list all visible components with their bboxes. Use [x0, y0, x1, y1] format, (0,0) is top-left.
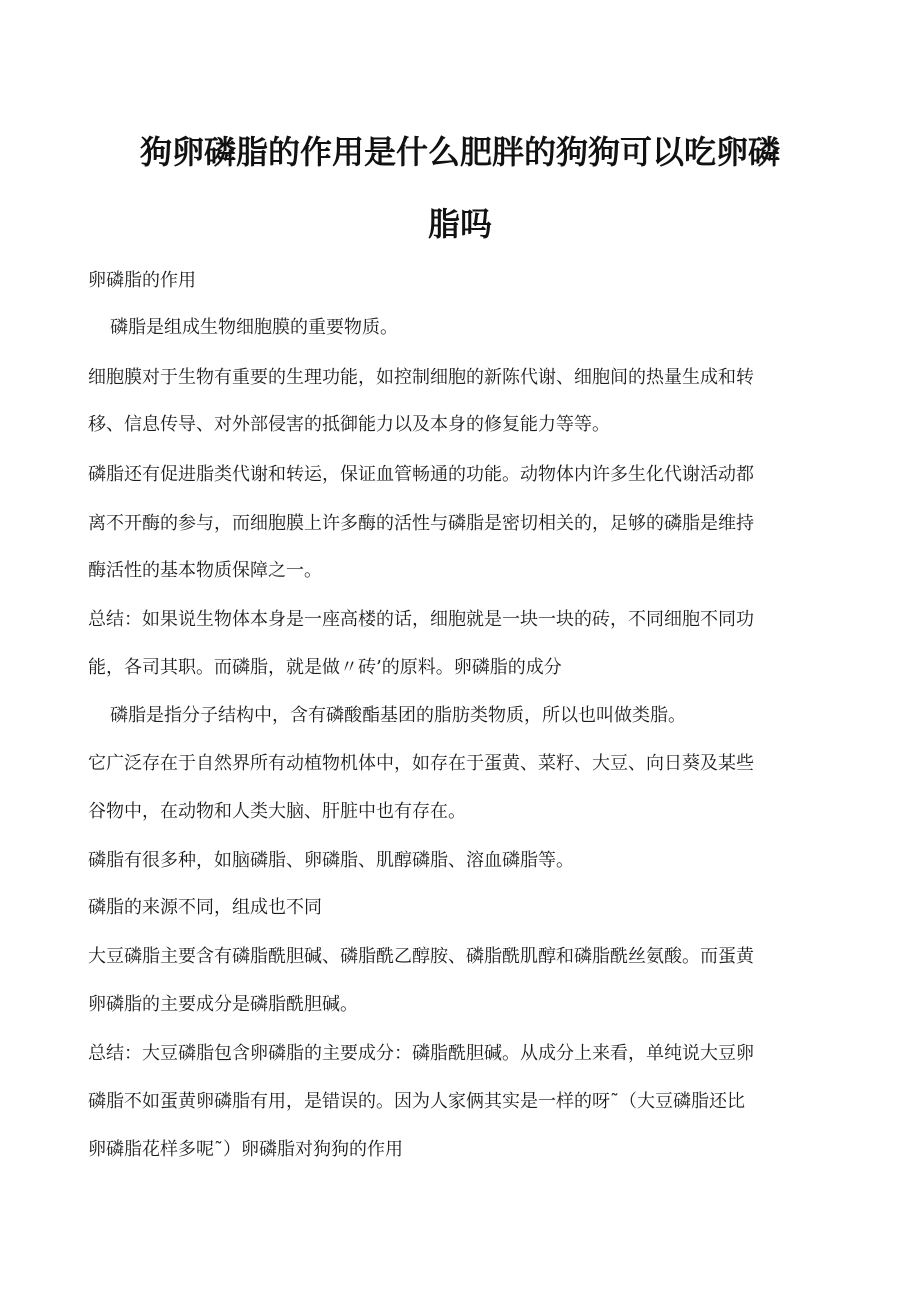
paragraph-line: 它广泛存在于自然界所有动植物机体中，如存在于蛋黄、菜籽、大豆、向日葵及某些: [88, 753, 754, 774]
paragraph-line: 磷脂是组成生物细胞膜的重要物质。: [110, 317, 398, 338]
paragraph-line: 磷脂的来源不同，组成也不同: [88, 897, 322, 918]
paragraph-line: 磷脂不如蛋黄卵磷脂有用，是错误的。因为人家俩其实是一样的呀˜（大豆磷脂还比: [88, 1091, 745, 1112]
paragraph-line: 卵磷脂的主要成分是磷脂酰胆碱。: [88, 994, 358, 1015]
paragraph-line: 酶活性的基本物质保障之一。: [88, 560, 322, 581]
paragraph-line: 总结：大豆磷脂包含卵磷脂的主要成分：磷脂酰胆碱。从成分上来看，单纯说大豆卵: [88, 1043, 754, 1064]
paragraph-line: 卵磷脂花样多呢˜）卵磷脂对狗狗的作用: [88, 1139, 403, 1160]
paragraph-line: 磷脂还有促进脂类代谢和转运，保证血管畅通的功能。动物体内许多生化代谢活动都: [88, 464, 754, 485]
paragraph-line: 离不开酶的参与，而细胞膜上许多酶的活性与磷脂是密切相关的，足够的磷脂是维持: [88, 513, 754, 534]
paragraph-line: 磷脂是指分子结构中，含有磷酸酯基团的脂肪类物质，所以也叫做类脂。: [110, 705, 686, 726]
document-title-line-2: 脂吗: [427, 205, 492, 243]
paragraph-line: 大豆磷脂主要含有磷脂酰胆碱、磷脂酰乙醇胺、磷脂酰肌醇和磷脂酰丝氨酸。而蛋黄: [88, 946, 754, 967]
section-heading-lecithin-function: 卵磷脂的作用: [88, 270, 196, 291]
paragraph-line: 谷物中，在动物和人类大脑、肝脏中也有存在。: [88, 801, 466, 822]
document-title-line-1: 狗卵磷脂的作用是什么肥胖的狗狗可以吃卵磷: [139, 133, 780, 171]
paragraph-line: 总结：如果说生物体本身是一座高楼的话，细胞就是一块一块的砖，不同细胞不同功: [88, 609, 754, 630]
paragraph-line: 移、信息传导、对外部侵害的抵御能力以及本身的修复能力等等。: [88, 414, 610, 435]
paragraph-line: 磷脂有很多种，如脑磷脂、卵磷脂、肌醇磷脂、溶血磷脂等。: [88, 850, 574, 871]
paragraph-line: 细胞膜对于生物有重要的生理功能，如控制细胞的新陈代谢、细胞间的热量生成和转: [88, 367, 754, 388]
paragraph-line: 能，各司其职。而磷脂，就是做〃砖’的原料。卵磷脂的成分: [88, 657, 562, 678]
